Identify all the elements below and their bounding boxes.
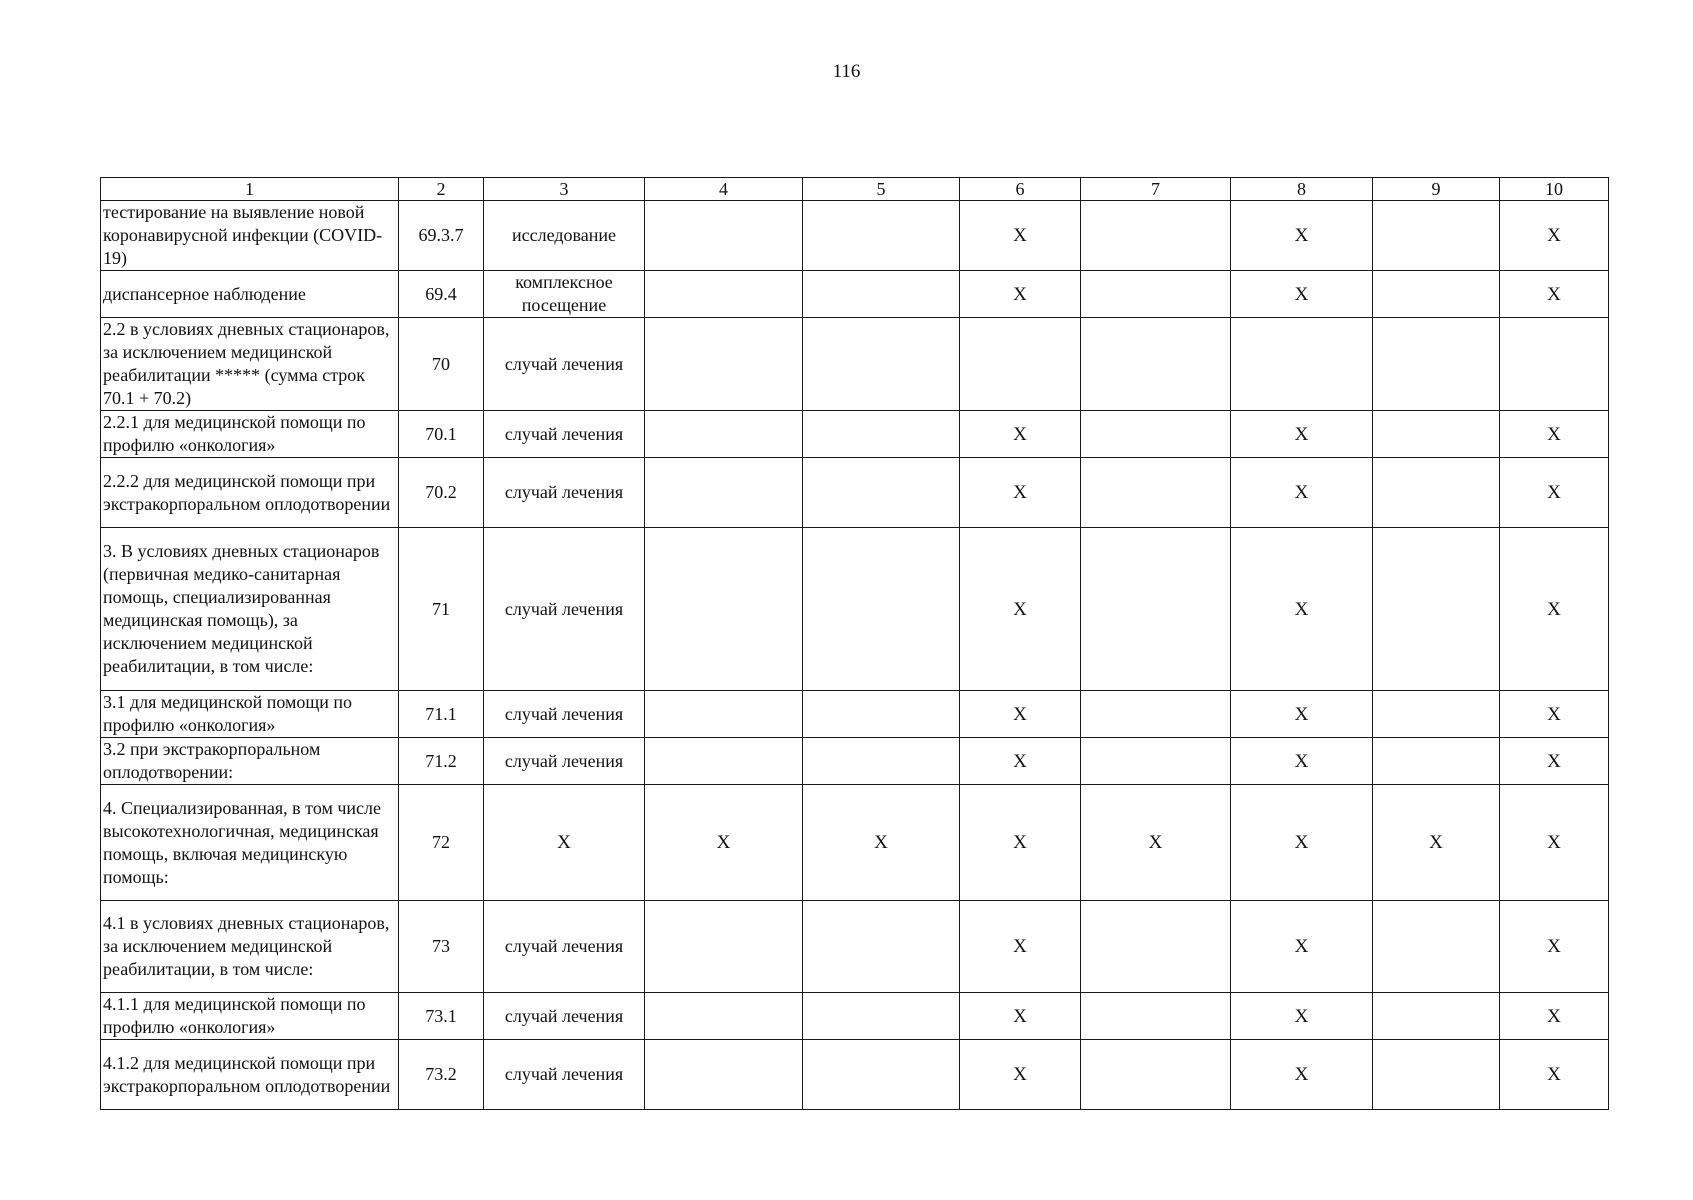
row-code-cell: 73: [399, 901, 484, 993]
unit-of-measure-cell: случай лечения: [484, 993, 645, 1040]
unit-of-measure-cell: случай лечения: [484, 318, 645, 411]
column-8-cell: X: [1231, 1040, 1373, 1110]
column-7-cell: [1081, 458, 1231, 528]
column-6-cell: X: [960, 271, 1081, 318]
page-number: 116: [832, 61, 861, 82]
table-row: [101, 785, 1609, 901]
column-5-cell: [803, 411, 960, 458]
row-code-cell: 72: [399, 785, 484, 901]
column-8-cell: [1231, 318, 1373, 411]
row-code-cell: 71: [399, 528, 484, 691]
column-number: 10: [1500, 178, 1609, 201]
row-description-cell: 3.2 при экстракорпоральном оплодотворении:: [101, 738, 399, 785]
row-code-cell: 71.2: [399, 738, 484, 785]
row-description-cell: 2.2 в условиях дневных стационаров, за исключением медицинской реабилитации ***** (сумма строк 70.1 + 70.2): [101, 318, 399, 411]
column-number: 6: [960, 178, 1081, 201]
column-5-cell: X: [803, 785, 960, 901]
column-8-cell: X: [1231, 201, 1373, 271]
column-4-cell: [645, 738, 803, 785]
unit-of-measure-cell: случай лечения: [484, 1040, 645, 1110]
column-10-cell: X: [1500, 458, 1609, 528]
column-10-cell: X: [1500, 1040, 1609, 1110]
column-9-cell: [1373, 271, 1500, 318]
column-7-cell: [1081, 1040, 1231, 1110]
column-9-cell: [1373, 201, 1500, 271]
column-5-cell: [803, 318, 960, 411]
row-description-cell: диспансерное наблюдение: [101, 271, 399, 318]
column-10-cell: X: [1500, 993, 1609, 1040]
column-6-cell: X: [960, 458, 1081, 528]
row-description-cell: 3. В условиях дневных стационаров (первичная медико-санитарная помощь, специализированная медицинская помощь), за исключением медицинской реабилитации, в том числе:: [101, 528, 399, 691]
column-6-cell: X: [960, 691, 1081, 738]
column-9-cell: [1373, 993, 1500, 1040]
unit-of-measure-cell: случай лечения: [484, 691, 645, 738]
unit-of-measure-cell: случай лечения: [484, 528, 645, 691]
medical-care-table: [100, 177, 1609, 1110]
column-4-cell: [645, 691, 803, 738]
column-8-cell: X: [1231, 785, 1373, 901]
column-10-cell: X: [1500, 785, 1609, 901]
column-number-row: [101, 178, 1609, 201]
row-code-cell: 71.1: [399, 691, 484, 738]
column-10-cell: X: [1500, 691, 1609, 738]
column-7-cell: X: [1081, 785, 1231, 901]
column-7-cell: [1081, 271, 1231, 318]
column-8-cell: X: [1231, 411, 1373, 458]
column-number: 5: [803, 178, 960, 201]
column-10-cell: X: [1500, 271, 1609, 318]
column-10-cell: X: [1500, 411, 1609, 458]
column-6-cell: [960, 318, 1081, 411]
column-9-cell: [1373, 691, 1500, 738]
column-10-cell: X: [1500, 528, 1609, 691]
column-7-cell: [1081, 201, 1231, 271]
row-description-cell: 4.1.1 для медицинской помощи по профилю «онкология»: [101, 993, 399, 1040]
column-9-cell: [1373, 318, 1500, 411]
column-9-cell: X: [1373, 785, 1500, 901]
column-4-cell: [645, 271, 803, 318]
column-number: 3: [484, 178, 645, 201]
row-description-cell: 2.2.2 для медицинской помощи при экстракорпоральном оплодотворении: [101, 458, 399, 528]
row-description-cell: 4.1 в условиях дневных стационаров, за исключением медицинской реабилитации, в том числе:: [101, 901, 399, 993]
column-10-cell: X: [1500, 201, 1609, 271]
unit-of-measure-cell: случай лечения: [484, 901, 645, 993]
unit-of-measure-cell: случай лечения: [484, 458, 645, 528]
column-6-cell: X: [960, 411, 1081, 458]
column-number: 2: [399, 178, 484, 201]
column-6-cell: X: [960, 1040, 1081, 1110]
column-5-cell: [803, 901, 960, 993]
table-row: [101, 738, 1609, 785]
table-row: [101, 691, 1609, 738]
column-9-cell: [1373, 1040, 1500, 1110]
unit-of-measure-cell: случай лечения: [484, 738, 645, 785]
row-code-cell: 69.3.7: [399, 201, 484, 271]
row-description-cell: 3.1 для медицинской помощи по профилю «онкология»: [101, 691, 399, 738]
column-5-cell: [803, 1040, 960, 1110]
column-4-cell: [645, 201, 803, 271]
column-5-cell: [803, 993, 960, 1040]
unit-of-measure-cell: исследование: [484, 201, 645, 271]
column-4-cell: [645, 993, 803, 1040]
column-8-cell: X: [1231, 528, 1373, 691]
table-row: [101, 318, 1609, 411]
column-6-cell: X: [960, 785, 1081, 901]
column-8-cell: X: [1231, 271, 1373, 318]
column-5-cell: [803, 738, 960, 785]
column-8-cell: X: [1231, 738, 1373, 785]
column-6-cell: X: [960, 528, 1081, 691]
column-4-cell: [645, 528, 803, 691]
column-7-cell: [1081, 691, 1231, 738]
unit-of-measure-cell: случай лечения: [484, 411, 645, 458]
table-row: [101, 271, 1609, 318]
table-row: [101, 201, 1609, 271]
column-number: 8: [1231, 178, 1373, 201]
table-row: [101, 458, 1609, 528]
column-5-cell: [803, 271, 960, 318]
column-5-cell: [803, 458, 960, 528]
column-9-cell: [1373, 901, 1500, 993]
column-4-cell: [645, 1040, 803, 1110]
table-row: [101, 528, 1609, 691]
column-6-cell: X: [960, 201, 1081, 271]
column-7-cell: [1081, 993, 1231, 1040]
row-code-cell: 70: [399, 318, 484, 411]
column-5-cell: [803, 201, 960, 271]
column-number: 4: [645, 178, 803, 201]
column-4-cell: [645, 318, 803, 411]
column-number: 1: [101, 178, 399, 201]
unit-of-measure-cell: X: [484, 785, 645, 901]
column-7-cell: [1081, 411, 1231, 458]
column-number: 7: [1081, 178, 1231, 201]
column-7-cell: [1081, 901, 1231, 993]
column-7-cell: [1081, 738, 1231, 785]
column-9-cell: [1373, 458, 1500, 528]
unit-of-measure-cell: комплексное посещение: [484, 271, 645, 318]
table-row: [101, 993, 1609, 1040]
column-4-cell: [645, 901, 803, 993]
column-10-cell: X: [1500, 901, 1609, 993]
column-9-cell: [1373, 411, 1500, 458]
column-number: 9: [1373, 178, 1500, 201]
row-description-cell: 4.1.2 для медицинской помощи при экстракорпоральном оплодотворении: [101, 1040, 399, 1110]
row-description-cell: 2.2.1 для медицинской помощи по профилю «онкология»: [101, 411, 399, 458]
column-6-cell: X: [960, 901, 1081, 993]
column-6-cell: X: [960, 993, 1081, 1040]
row-code-cell: 69.4: [399, 271, 484, 318]
column-5-cell: [803, 691, 960, 738]
column-6-cell: X: [960, 738, 1081, 785]
column-8-cell: X: [1231, 901, 1373, 993]
column-7-cell: [1081, 528, 1231, 691]
column-7-cell: [1081, 318, 1231, 411]
table-row: [101, 411, 1609, 458]
column-8-cell: X: [1231, 458, 1373, 528]
row-code-cell: 73.2: [399, 1040, 484, 1110]
column-4-cell: [645, 411, 803, 458]
row-code-cell: 70.2: [399, 458, 484, 528]
column-8-cell: X: [1231, 993, 1373, 1040]
column-4-cell: [645, 458, 803, 528]
column-5-cell: [803, 528, 960, 691]
row-description-cell: 4. Специализированная, в том числе высокотехнологичная, медицинская помощь, включая медицинскую помощь:: [101, 785, 399, 901]
column-8-cell: X: [1231, 691, 1373, 738]
column-9-cell: [1373, 528, 1500, 691]
column-9-cell: [1373, 738, 1500, 785]
row-code-cell: 73.1: [399, 993, 484, 1040]
table-row: [101, 1040, 1609, 1110]
column-4-cell: X: [645, 785, 803, 901]
table-row: [101, 901, 1609, 993]
column-10-cell: X: [1500, 738, 1609, 785]
row-code-cell: 70.1: [399, 411, 484, 458]
row-description-cell: тестирование на выявление новой коронавирусной инфекции (COVID-19): [101, 201, 399, 271]
column-10-cell: [1500, 318, 1609, 411]
